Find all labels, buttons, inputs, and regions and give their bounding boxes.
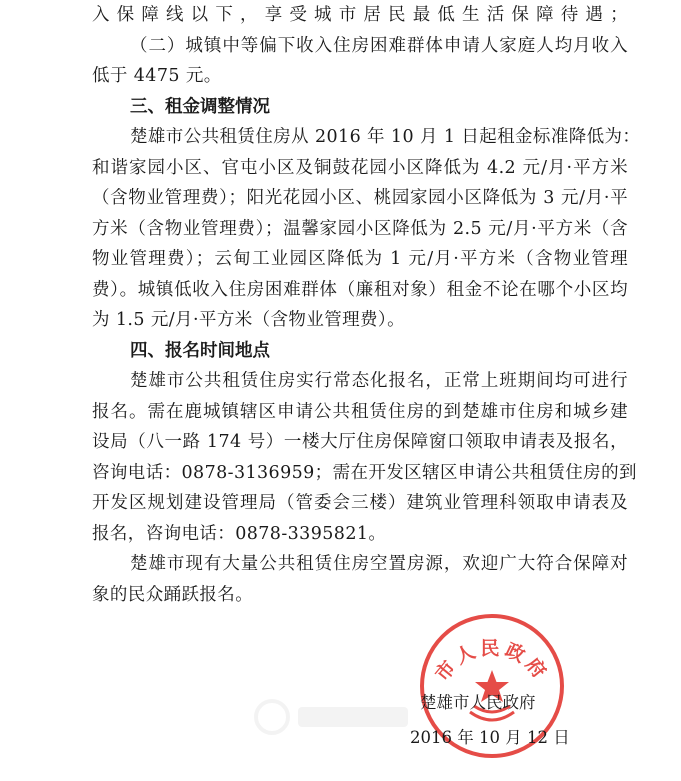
- body-line: 楚雄市公共租赁住房从 2016 年 10 月 1 日起租金标准降低为：: [130, 127, 641, 147]
- svg-text:市人民政府: 市人民政府: [431, 637, 553, 686]
- body-line: 为 1.5 元/月·平方米（含物业管理费）。: [92, 310, 405, 330]
- issuer-signature: 楚雄市人民政府: [420, 693, 536, 712]
- body-line: 费）。城镇低收入住房困难群体（廉租对象）租金不论在哪个小区均: [92, 279, 628, 300]
- body-line: 报名。需在鹿城镇辖区申请公共租赁住房的到楚雄市住房和城乡建: [92, 401, 628, 422]
- body-line: 方米（含物业管理费）；温馨家园小区降低为 2.5 元/月·平方米（含: [92, 218, 628, 239]
- body-line: 低于 4475 元。: [92, 66, 222, 86]
- body-line: 咨询电话：0878-3136959；需在开发区辖区申请公共租赁住房的到: [92, 462, 637, 483]
- document-body: [92, 0, 641, 610]
- body-line: 楚雄市现有大量公共租赁住房空置房源，欢迎广大符合保障对: [130, 554, 628, 574]
- body-line: 和谐家园小区、官屯小区及铜鼓花园小区降低为 4.2 元/月·平方米: [92, 157, 628, 178]
- body-line: 入保障线以下，享受城市居民最低生活保障待遇；: [92, 5, 628, 25]
- body-line: 报名，咨询电话：0878-3395821。: [92, 523, 387, 544]
- body-line: （二）城镇中等偏下收入住房困难群体申请人家庭人均月收入: [130, 35, 628, 56]
- body-line: 物业管理费）；云甸工业园区降低为 1 元/月·平方米（含物业管理: [92, 249, 628, 269]
- section-heading-registration: 四、报名时间地点: [130, 340, 270, 361]
- body-line: 设局（八一路 174 号）一楼大厅住房保障窗口领取申请表及报名，: [92, 432, 628, 452]
- body-line: （含物业管理费）；阳光花园小区、桃园家园小区降低为 3 元/月·平: [92, 188, 628, 208]
- body-line: 楚雄市公共租赁住房实行常态化报名，正常上班期间均可进行: [130, 371, 628, 391]
- issue-date: 2016 年 10 月 12 日: [410, 728, 570, 747]
- watermark-logo: [252, 695, 422, 739]
- body-line: 象的民众踊跃报名。: [92, 584, 254, 605]
- body-line: 开发区规划建设管理局（管委会三楼）建筑业管理科领取申请表及: [92, 493, 628, 513]
- section-heading-rent: 三、租金调整情况: [130, 96, 270, 117]
